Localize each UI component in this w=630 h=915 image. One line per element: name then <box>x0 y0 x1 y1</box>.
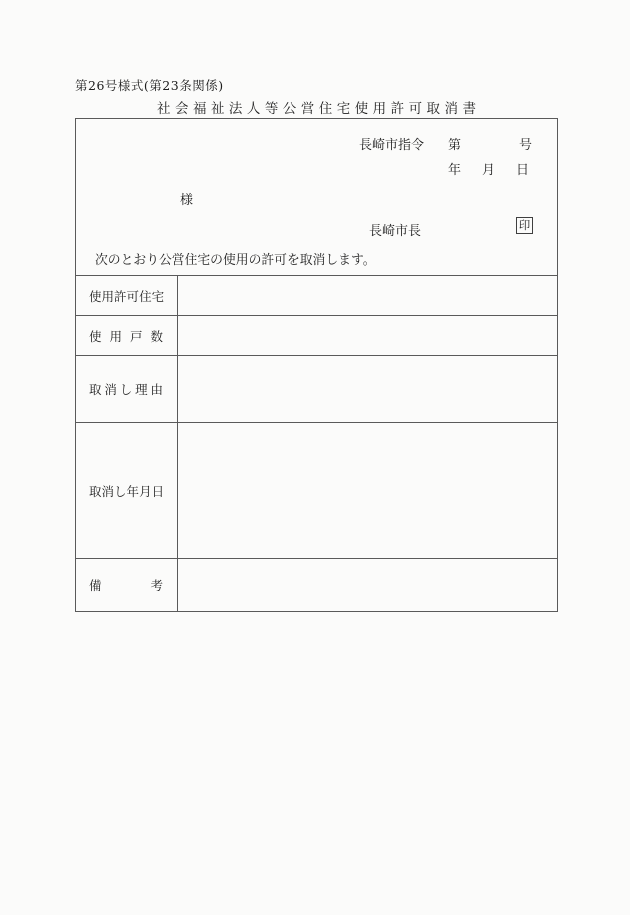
row-label-remarks: 備 考 <box>89 578 163 593</box>
row-label-cell <box>76 276 178 315</box>
row-label-cancellation-date: 取 消 し 年 月 日 <box>89 483 165 499</box>
date-month-label: 月 <box>482 163 496 178</box>
form-number: 第26号様式(第23条関係) <box>75 78 224 93</box>
date-day-label: 日 <box>516 163 530 178</box>
table-row <box>76 276 557 316</box>
table-row <box>76 316 557 356</box>
seal-stamp-mark: 印 <box>516 217 533 234</box>
row-label-cell <box>76 559 178 611</box>
addressee-honorific: 様 <box>180 193 194 208</box>
issuer-name: 長崎市長 <box>369 224 422 239</box>
table-row <box>76 423 557 559</box>
form-border-box <box>75 118 558 612</box>
form-header-section <box>76 119 557 276</box>
directive-number-prefix: 第 <box>448 138 462 153</box>
table-row <box>76 356 557 423</box>
body-statement: 次のとおり公営住宅の使用の許可を取消します。 <box>95 253 376 268</box>
row-value-permitted-housing <box>178 276 557 315</box>
row-label-unit-count: 使 用 戸 数 <box>89 328 163 344</box>
row-value-remarks <box>178 559 557 611</box>
table-row <box>76 559 557 611</box>
directive-number-suffix: 号 <box>519 138 533 153</box>
row-label-cell <box>76 356 178 422</box>
row-label-permitted-housing: 使 用 許 可 住 宅 <box>89 288 165 304</box>
row-value-cancellation-reason <box>178 356 557 422</box>
document-title: 社 会 福 祉 法 人 等 公 営 住 宅 使 用 許 可 取 消 書 <box>157 101 476 117</box>
row-label-cell <box>76 316 178 355</box>
row-label-cell <box>76 423 178 558</box>
row-value-unit-count <box>178 316 557 355</box>
directive-authority: 長崎市指令 <box>359 138 425 153</box>
row-label-cancellation-reason: 取 消 し 理 由 <box>89 382 163 397</box>
row-value-cancellation-date <box>178 423 557 558</box>
date-year-label: 年 <box>448 163 462 178</box>
